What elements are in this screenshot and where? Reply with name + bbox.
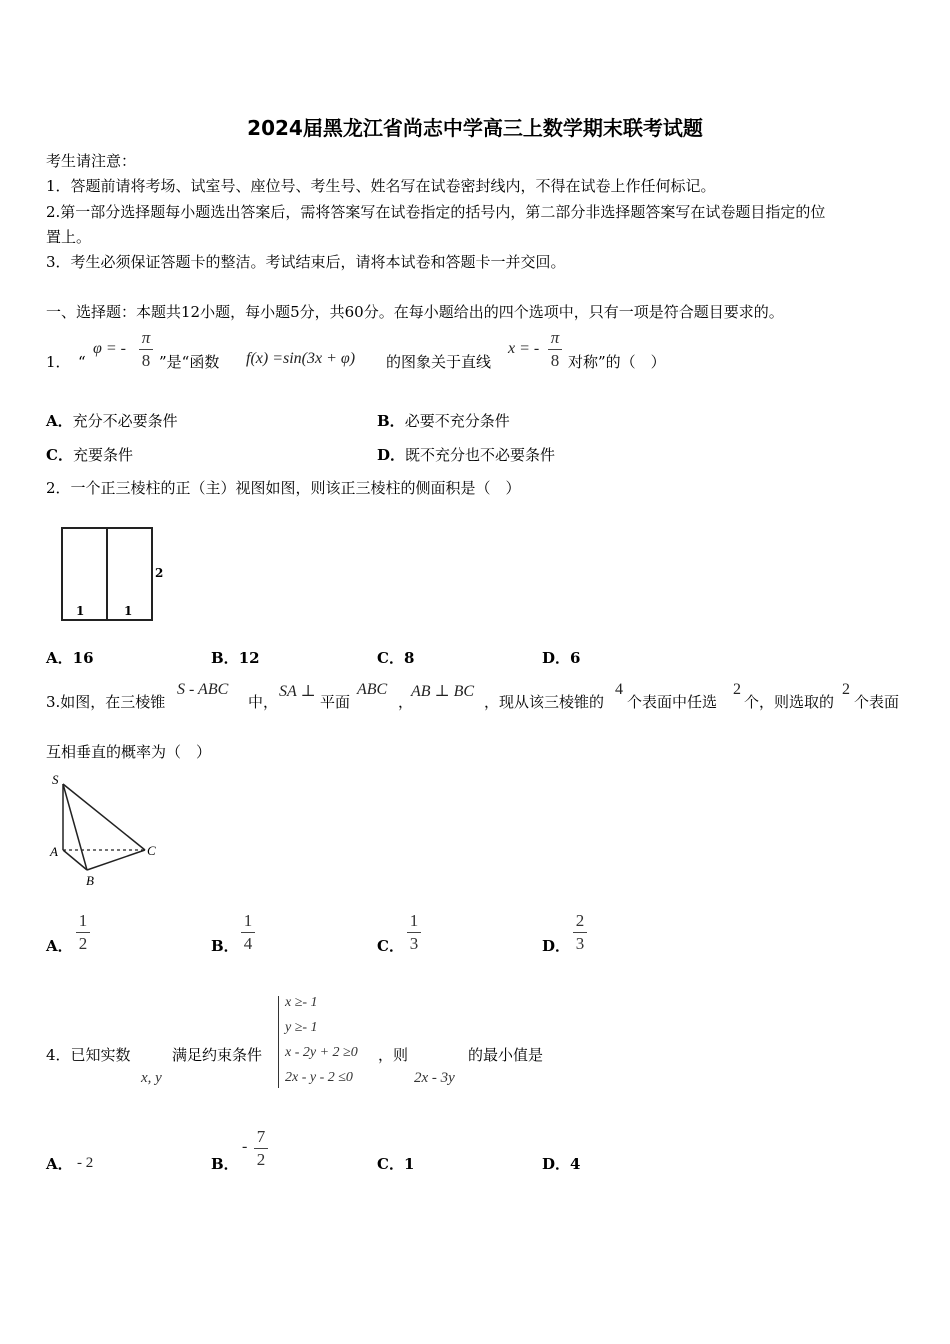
option-letter: B． (211, 649, 239, 667)
option-text: 4 (570, 1155, 581, 1173)
frac-num: 2 (575, 911, 585, 930)
q3-text-3: 平面 (320, 693, 351, 711)
q4-text-3: ，则 (378, 1046, 409, 1064)
q1-pi-over-8-line (548, 328, 562, 371)
q4-option-a-value[interactable]: - 2 (77, 1155, 94, 1171)
frac-bar (254, 1148, 268, 1149)
q3-option-b-letter[interactable]: B． (211, 937, 239, 955)
q4-constraint-3: x - 2y + 2 ≥0 (285, 1045, 358, 1060)
q2-text: 2．一个正三棱柱的正（主）视图如图，则该正三棱柱的侧面积是（ ） (46, 479, 521, 497)
q4-option-c[interactable] (377, 1153, 414, 1174)
q2-option-a[interactable] (46, 647, 94, 668)
q3-label-c: C (147, 843, 156, 858)
edge-bc (87, 850, 145, 870)
q2-option-d[interactable] (542, 647, 580, 668)
q3-text-5: ，现从该三棱锥的 (484, 693, 605, 711)
q3-option-b-fraction[interactable] (241, 911, 255, 954)
q1-pi-over-8 (139, 328, 153, 371)
q1-mid-text-2: 的图象关于直线 (386, 353, 492, 371)
q1-mid-text: ”是“函数 (159, 353, 220, 371)
frac-num: 1 (78, 911, 88, 930)
q3-text-7: 个，则选取的 (744, 693, 835, 711)
notice-item-2-cont: 置上。 (46, 228, 92, 246)
edge-sc (63, 784, 145, 850)
page-title: 2024届黑龙江省尚志中学高三上数学期末联考试题 (247, 116, 703, 140)
q3-ab-perp-bc: AB ⊥ BC (411, 683, 475, 700)
q3-text-8: 个表面 (854, 693, 900, 711)
option-letter: A． (46, 412, 73, 430)
q3-four: 4 (615, 681, 623, 698)
q4-constraint-brace (278, 996, 279, 1088)
option-text: 充分不必要条件 (72, 412, 178, 430)
q4-text-1: 4．已知实数 (46, 1046, 131, 1064)
q4-expression: 2x - 3y (414, 1070, 455, 1086)
q4-text-4: 的最小值是 (468, 1046, 544, 1064)
option-letter: C． (377, 1155, 404, 1173)
q3-text-6: 个表面中任选 (627, 693, 718, 711)
q3-plane-abc: ABC (357, 681, 388, 698)
q1-number: 1． (46, 353, 71, 371)
option-letter: B． (377, 412, 405, 430)
q3-two-2: 2 (842, 681, 850, 698)
q2-label-right: 1 (124, 604, 133, 618)
frac-den: 2 (78, 934, 88, 953)
option-text: 充要条件 (72, 446, 133, 464)
q3-text-2: 中， (248, 693, 279, 711)
q3-text-4: ， (398, 693, 414, 711)
notice-item-2: 2.第一部分选择题每小题选出答案后，需将答案写在试卷指定的括号内，第二部分非选择题答案写在试卷题目指定的位 (46, 203, 826, 221)
q4-option-b-sign: - (242, 1138, 248, 1155)
frac-num: 1 (243, 911, 253, 930)
notice-heading: 考生请注意： (46, 152, 137, 170)
frac-bar (76, 932, 90, 933)
q2-label-left: 1 (76, 604, 85, 618)
option-text: 1 (403, 1155, 415, 1173)
q2-option-c[interactable] (377, 647, 414, 668)
q1-option-a[interactable] (46, 410, 178, 431)
option-letter: D． (542, 649, 571, 667)
edge-sb (63, 784, 87, 870)
q3-option-a-letter[interactable]: A． (46, 937, 73, 955)
q4-option-b-letter[interactable]: B． (211, 1155, 239, 1173)
notice-item-3: 3．考生必须保证答题卡的整洁。考试结束后，请将本试卷和答题卡一并交回。 (46, 253, 566, 271)
q3-text-1: 3.如图，在三棱锥 (46, 693, 166, 711)
option-text: 12 (238, 649, 260, 667)
q3-sa-perp: SA ⊥ (279, 683, 316, 700)
q3-option-c-letter[interactable]: C． (377, 937, 404, 955)
option-letter: C． (377, 649, 404, 667)
option-text: 必要不充分条件 (404, 412, 510, 430)
frac-num: 1 (409, 911, 419, 930)
q2-option-b[interactable] (211, 647, 260, 668)
frac-den: 4 (243, 934, 253, 953)
option-letter: C． (46, 446, 73, 464)
q3-option-d-letter[interactable]: D． (542, 937, 571, 955)
q4-option-a-letter[interactable]: A． (46, 1155, 73, 1173)
q3-option-a-fraction[interactable] (76, 911, 90, 954)
option-letter: D． (542, 1155, 571, 1173)
option-letter: D． (377, 446, 406, 464)
option-letter: A． (46, 649, 73, 667)
q1-end-text: 对称”的（ ） (568, 353, 666, 371)
q1-frac2-den: 8 (550, 351, 560, 370)
q3-label-s: S (52, 772, 59, 787)
q4-option-d[interactable] (542, 1153, 580, 1174)
frac-bar (139, 349, 153, 350)
frac-bar (573, 932, 587, 933)
q4-constraint-1: x ≥- 1 (285, 995, 318, 1010)
q4-constraint-2: y ≥- 1 (285, 1020, 318, 1035)
frac-bar (241, 932, 255, 933)
q3-two: 2 (733, 681, 741, 698)
frac-den: 3 (409, 934, 419, 953)
frac-bar (407, 932, 421, 933)
q1-frac-num: π (141, 328, 151, 347)
q2-label-height: 2 (155, 566, 164, 580)
q3-option-c-fraction[interactable] (407, 911, 421, 954)
section-heading: 一、选择题：本题共12小题，每小题5分，共60分。在每小题给出的四个选项中，只有一项是符合题目要求的。 (46, 303, 784, 321)
q4-option-b-fraction[interactable] (254, 1127, 268, 1170)
q1-x-eq: x = - (508, 340, 540, 357)
option-text: 既不充分也不必要条件 (405, 446, 556, 464)
q4-vars: x, y (141, 1070, 162, 1086)
q1-option-c[interactable] (46, 444, 133, 465)
frac-bar (548, 349, 562, 350)
q1-option-b[interactable] (377, 410, 510, 431)
frac-den: 3 (575, 934, 585, 953)
q3-pyramid-figure (44, 772, 169, 892)
q1-frac2-num: π (550, 328, 560, 347)
edge-ab (63, 850, 87, 870)
q3-text-line-2: 互相垂直的概率为（ ） (46, 743, 212, 761)
q4-constraint-4: 2x - y - 2 ≤0 (285, 1070, 353, 1085)
q1-phi-eq: φ = - (93, 340, 126, 357)
option-text: 16 (72, 649, 94, 667)
option-text: 6 (570, 649, 581, 667)
q1-open-quote: “ (78, 353, 86, 371)
q3-label-b: B (86, 873, 94, 888)
q1-option-d[interactable] (377, 444, 555, 465)
q3-pyramid: S - ABC (177, 681, 229, 698)
frac-den: 2 (256, 1150, 266, 1169)
q1-function: f(x) =sin(3x + φ) (246, 350, 356, 367)
q1-frac-den: 8 (141, 351, 151, 370)
q3-label-a: A (50, 844, 58, 859)
notice-item-1: 1．答题前请将考场、试室号、座位号、考生号、姓名写在试卷密封线内，不得在试卷上作任何标记。 (46, 177, 716, 195)
option-text: 8 (403, 649, 415, 667)
frac-num: 7 (256, 1127, 266, 1146)
q3-option-d-fraction[interactable] (573, 911, 587, 954)
q4-text-2: 满足约束条件 (172, 1046, 263, 1064)
